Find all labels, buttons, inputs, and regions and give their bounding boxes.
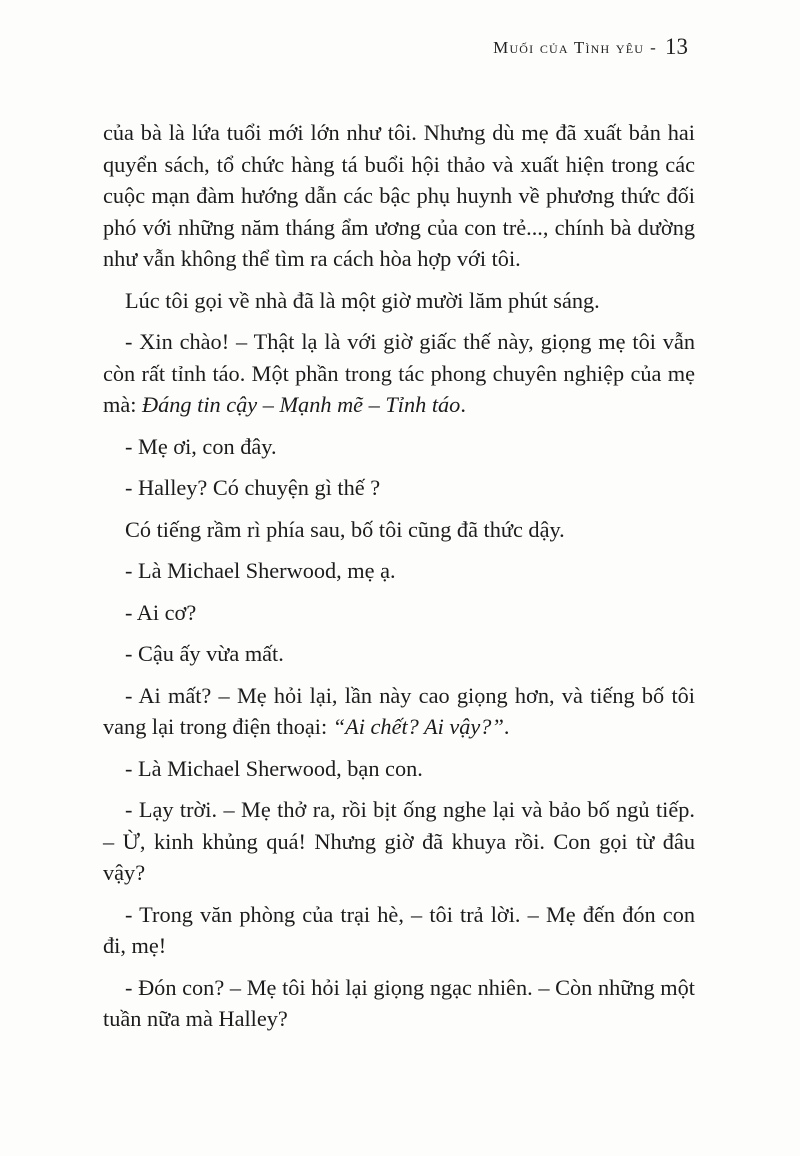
paragraph: Lúc tôi gọi về nhà đã là một giờ mười lăm phút sáng. <box>125 287 600 313</box>
paragraph: - Mẹ ơi, con đây. <box>125 433 277 459</box>
paragraph: - Cậu ấy vừa mất. <box>125 641 284 666</box>
paragraph-text: . <box>503 714 510 739</box>
book-title: Muối của Tình yêu <box>493 38 645 57</box>
paragraph: - Đón con? – Mẹ tôi hỏi lại giọng ngạc nhiên. – Còn những một tuần nữa mà Halley? <box>103 974 695 1031</box>
paragraph: - Halley? Có chuyện gì thế ? <box>125 475 381 500</box>
paragraph-text: - Ai mất? – Mẹ hỏi lại, lần này cao giọng hơn, và tiếng bố tôi vang lại trong điện thoại: <box>103 682 695 739</box>
paragraph-text: . <box>460 392 466 417</box>
running-header <box>493 34 688 60</box>
paragraph: - Ai cơ? <box>125 599 197 625</box>
page-number: 13 <box>665 34 688 59</box>
body-text <box>103 117 695 1045</box>
paragraph: của bà là lứa tuổi mới lớn như tôi. Nhưng dù mẹ đã xuất bản hai quyển sách, tổ chức hàng tá buổi hội thảo và xuất hiện trong các cuộc mạn đàm hướng dẫn các bậc phụ huynh về phương thức đối phó với những năm tháng ẩm ương của con trẻ..., chính bà dường như vẫn không thể tìm ra cách hòa hợp với tôi. <box>103 120 695 271</box>
paragraph: Có tiếng rầm rì phía sau, bố tôi cũng đã thức dậy. <box>125 516 565 542</box>
header-separator: - <box>650 38 657 57</box>
paragraph: - Là Michael Sherwood, mẹ ạ. <box>125 558 396 583</box>
paragraph <box>103 326 695 421</box>
italic-phrase: Đáng tin cậy – Mạnh mẽ – Tỉnh táo <box>142 392 461 417</box>
paragraph: - Trong văn phòng của trại hè, – tôi trả lời. – Mẹ đến đón con đi, mẹ! <box>103 901 695 958</box>
paragraph: - Lạy trời. – Mẹ thở ra, rồi bịt ống nghe lại và bảo bố ngủ tiếp. – Ừ, kinh khủng quá! Nhưng giờ đã khuya rồi. Con gọi từ đâu vậy? <box>103 797 695 885</box>
paragraph-text: - Xin chào! – Thật lạ là với giờ giấc thế này, giọng mẹ tôi vẫn còn rất tỉnh táo. Một phần trong tác phong chuyên nghiệp của mẹ mà: <box>103 329 695 417</box>
paragraph <box>103 680 695 743</box>
italic-phrase: “Ai chết? Ai vậy?” <box>332 714 504 739</box>
paragraph: - Là Michael Sherwood, bạn con. <box>125 755 423 781</box>
